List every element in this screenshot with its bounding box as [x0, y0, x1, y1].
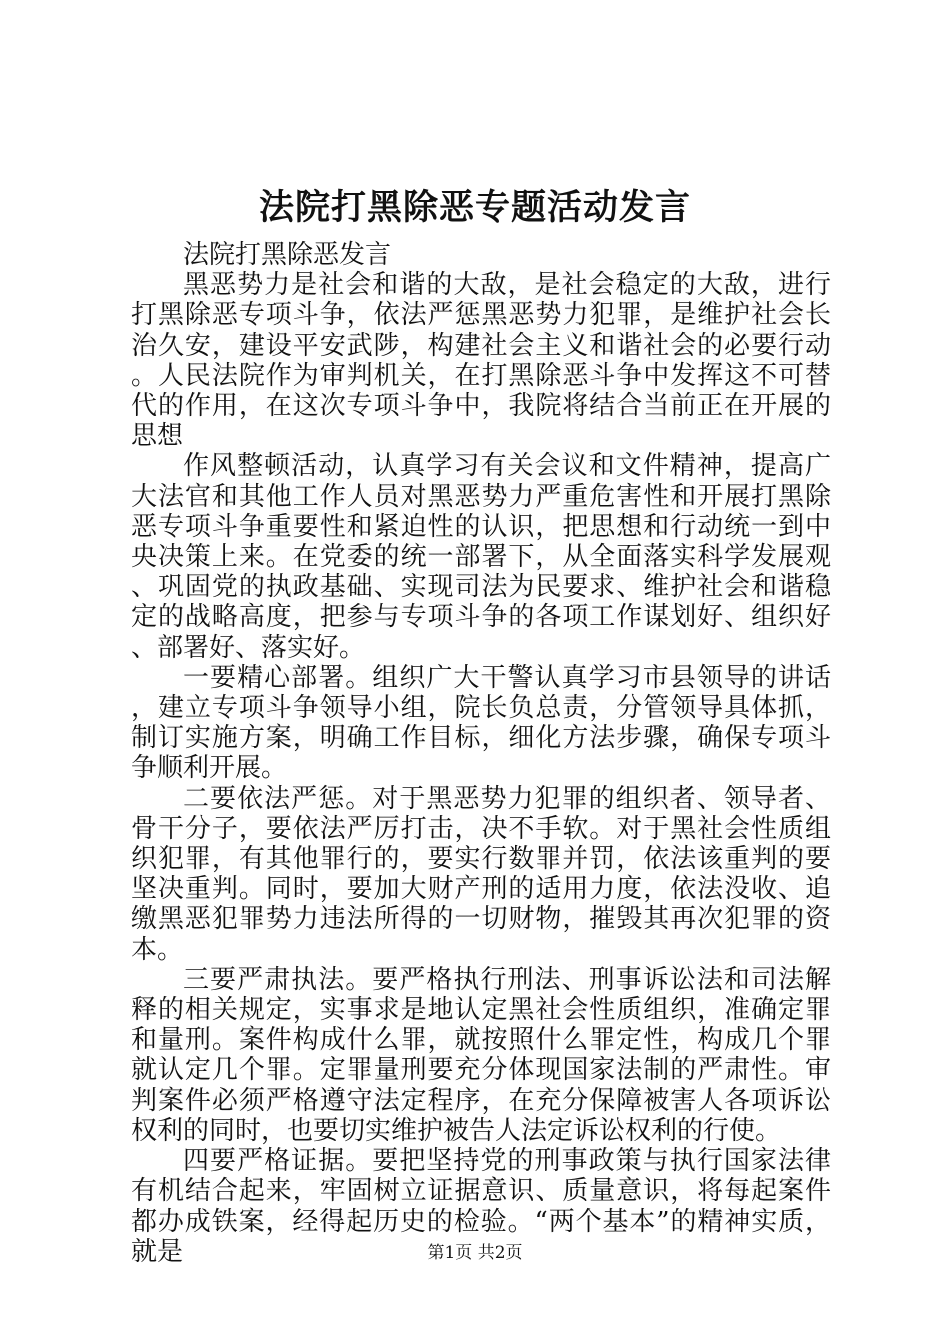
paragraph-point-four: 四要严格证据。要把坚持党的刑事政策与执行国家法律有机结合起来，牢固树立证据意识、质量意识，将每起案件都办成铁案，经得起历史的检验。“两个基本”的精神实质，就是: [131, 1146, 831, 1267]
page-number-footer: 第1页 共2页: [427, 1243, 523, 1263]
paragraph-point-one: 一要精心部署。组织广大干警认真学习市县领导的讲话，建立专项斗争领导小组，院长负总责，分管领导具体抓，制订实施方案，明确工作目标，细化方法步骤，确保专项斗争顺利开展。: [131, 662, 831, 784]
document-title: 法院打黑除恶专题活动发言: [258, 187, 691, 228]
paragraph-point-three: 三要严肃执法。要严格执行刑法、刑事诉讼法和司法解释的相关规定，实事求是地认定黑社会性质组织，准确定罪和量刑。案件构成什么罪，就按照什么罪定性，构成几个罪就认定几个罪。定罪量刑要充分体现国家法制的严肃性。审判案件必须严格遵守法定程序，在充分保障被害人各项诉讼权利的同时，也要切实维护被告人法定诉讼权利的行使。: [131, 964, 831, 1146]
paragraph-subtitle: 法院打黑除恶发言: [183, 240, 392, 270]
paragraph-rectification: 作风整顿活动，认真学习有关会议和文件精神，提高广大法官和其他工作人员对黑恶势力严重危害性和开展打黑除恶专项斗争重要性和紧迫性的认识，把思想和行动统一到中央决策上来。在党委的统一部署下，从全面落实科学发展观、巩固党的执政基础、实现司法为民要求、维护社会和谐稳定的战略高度，把参与专项斗争的各项工作谋划好、组织好、部署好、落实好。: [131, 451, 831, 663]
paragraph-point-two: 二要依法严惩。对于黑恶势力犯罪的组织者、领导者、骨干分子，要依法严厉打击，决不手软。对于黑社会性质组织犯罪，有其他罪行的，要实行数罪并罚，依法该重判的要坚决重判。同时，要加大财产刑的适用力度，依法没收、追缴黑恶犯罪势力违法所得的一切财物，摧毁其再次犯罪的资本。: [131, 783, 831, 965]
document-body: [131, 240, 831, 1267]
paragraph-intro: 黑恶势力是社会和谐的大敌，是社会稳定的大敌，进行打黑除恶专项斗争，依法严惩黑恶势力犯罪，是维护社会长治久安，建设平安武陟，构建社会主义和谐社会的必要行动。人民法院作为审判机关，在打黑除恶斗争中发挥这不可替代的作用，在这次专项斗争中，我院将结合当前正在开展的思想: [131, 270, 831, 452]
